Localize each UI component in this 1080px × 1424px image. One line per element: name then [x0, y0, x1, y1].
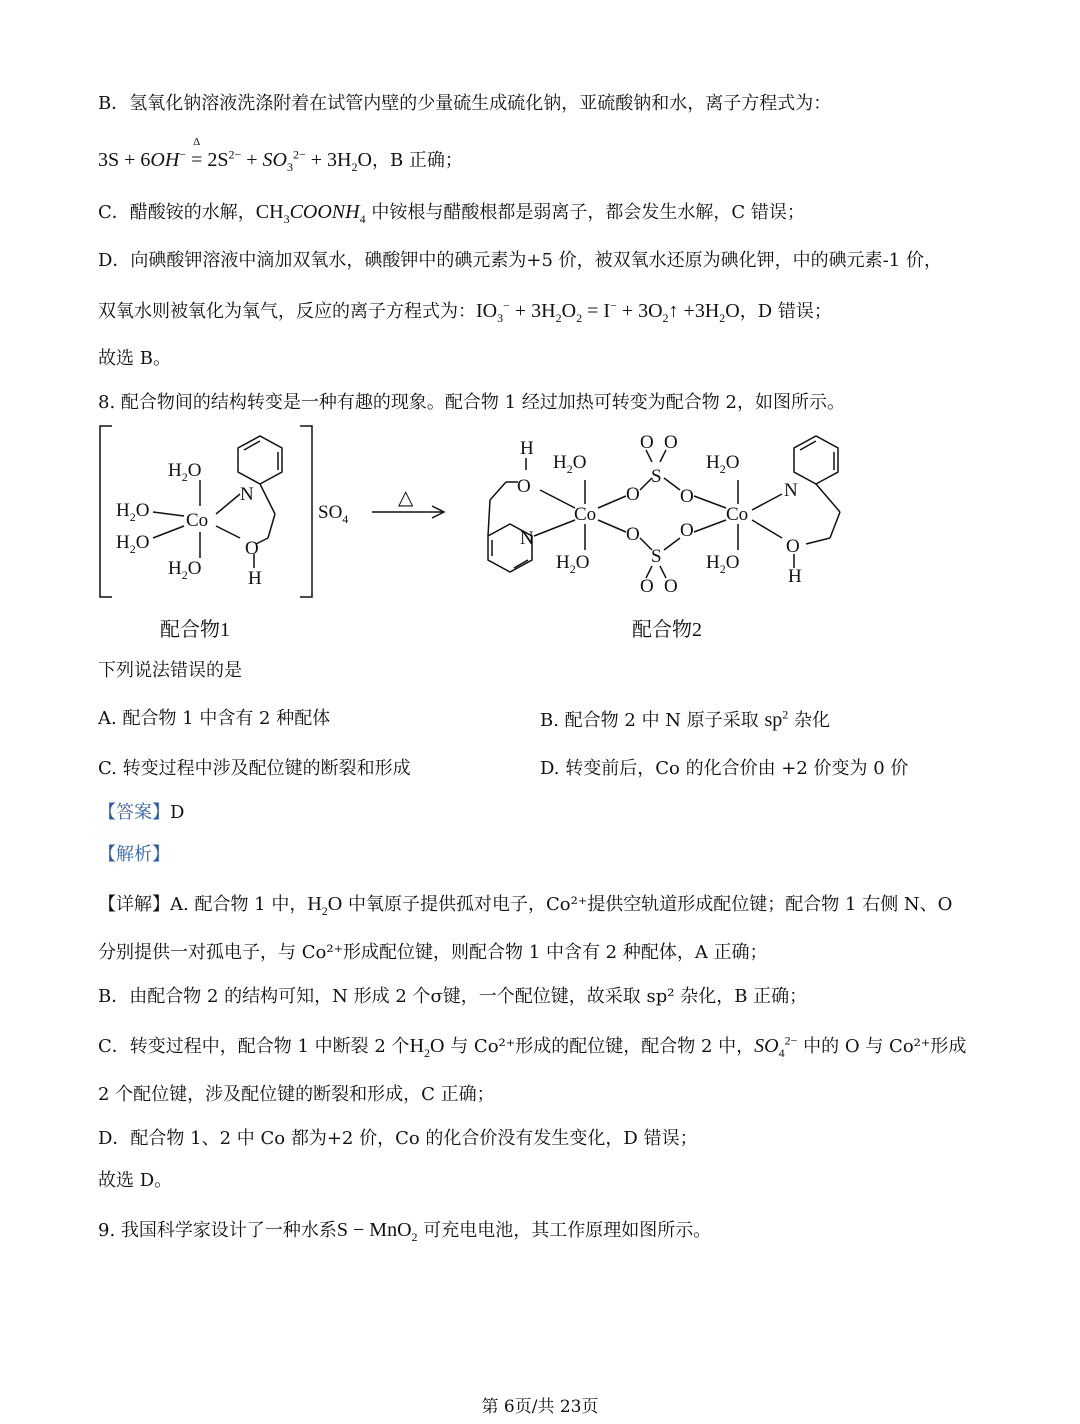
svg-text:N: N: [784, 480, 798, 501]
detail-c-line1: [98, 1034, 966, 1058]
option-d-explanation-2: [98, 299, 832, 323]
option-c-verdict: 中铵根与醋酸根都是弱离子，都会发生水解，C 错误；: [371, 202, 805, 223]
svg-text:H2O: $H_2O$: [706, 452, 740, 476]
svg-text:H2O: $H_2O$: [553, 452, 587, 476]
svg-text:Co: Co: [726, 504, 749, 525]
svg-text:H2O: $H_2O$: [168, 460, 202, 484]
svg-text:Co: Co: [574, 504, 597, 525]
svg-text:S: S: [651, 466, 662, 487]
ammonium-acetate-formula: $CH_3COONH_4$: [255, 201, 366, 226]
svg-text:H2O: $H_2O$: [116, 500, 150, 524]
option-c-explanation: [98, 200, 805, 224]
svg-text:Co: Co: [186, 510, 209, 531]
svg-text:O: O: [245, 538, 259, 559]
sp2-formula: $sp^2$: [764, 707, 789, 731]
svg-text:O: O: [640, 576, 654, 597]
equation-d: $IO_3^- + 3H_2O_2 = I^-$ + $3O_2↑ +3H_2O$: [476, 298, 740, 325]
complex-1-label: 配合物1: [160, 619, 230, 640]
complex-structure-figure: [0, 420, 1080, 640]
option-b-verdict: ，B 正确；: [371, 150, 463, 171]
svg-text:N: N: [520, 528, 534, 549]
option-d-intro: 双氧水则被氧化为氧气，反应的离子方程式为：: [98, 301, 476, 322]
svg-text:O: O: [664, 432, 678, 453]
detail-a-line1: [98, 892, 952, 916]
svg-text:S: S: [651, 546, 662, 567]
answer-tag: 【答案】: [98, 802, 170, 823]
svg-text:O: O: [786, 536, 800, 557]
svg-text:H: H: [788, 566, 802, 587]
svg-text:O: O: [517, 476, 531, 497]
question-8: 8. 配合物间的结构转变是一种有趣的现象。配合物 1 经过加热可转变为配合物 2，如图所示。: [98, 392, 845, 413]
svg-text:O: O: [626, 484, 640, 505]
detail-a-line2: 分别提供一对孤电子，与 Co²⁺形成配位键，则配合物 1 中含有 2 种配体，A 正确；: [98, 942, 768, 963]
svg-text:H: H: [248, 568, 262, 589]
question-8-prompt: 下列说法错误的是: [98, 660, 242, 681]
analysis-tag: 【解析】: [98, 844, 170, 865]
svg-text:H2O: $H_2O$: [116, 532, 150, 556]
option-d-explanation-1: D．向碘酸钾溶液中滴加双氧水，碘酸钾中的碘元素为+5 价，被双氧水还原为碘化钾，中的碘元素-1 价，: [98, 250, 942, 271]
option-d-verdict: ，D 错误；: [739, 301, 832, 322]
water-formula-2: $H_2O$: [409, 1035, 445, 1060]
option-b-text: B. 配合物 2 中 N 原子采取: [540, 710, 759, 731]
choose-b: 故选 B。: [98, 348, 171, 369]
svg-text:O: O: [680, 486, 694, 507]
question-9: [98, 1218, 711, 1242]
complex-2-label: 配合物2: [632, 619, 702, 640]
option-d: D. 转变前后，Co 的化合价由 +2 价变为 0 价: [540, 758, 909, 779]
question-9-intro: 9. 我国科学家设计了一种水系: [98, 1220, 337, 1241]
svg-text:H2O: $H_2O$: [168, 558, 202, 582]
detail-c-suffix: 中的 O 与 Co²⁺形成: [803, 1036, 967, 1057]
option-b-explanation: B．氢氧化钠溶液洗涤附着在试管内壁的少量硫生成硫化钠，亚硫酸钠和水，离子方程式为：: [98, 93, 832, 114]
svg-text:H2O: $H_2O$: [556, 552, 590, 576]
svg-text:O: O: [626, 524, 640, 545]
counter-ion: $SO_4$: [318, 502, 349, 526]
svg-text:O: O: [640, 432, 654, 453]
page-footer: 第 6页/共 23页: [481, 1397, 599, 1417]
detail-c-line2: 2 个配位键，涉及配位键的断裂和形成，C 正确；: [98, 1084, 495, 1105]
answer-value: D: [170, 802, 185, 823]
svg-text:H: H: [520, 438, 534, 459]
option-c-intro: C．醋酸铵的水解，: [98, 202, 256, 223]
choose-d: 故选 D。: [98, 1170, 173, 1191]
detail-c-intro: C．转变过程中，配合物 1 中断裂 2 个: [98, 1036, 410, 1057]
question-9-text: 可充电电池，其工作原理如图所示。: [423, 1220, 712, 1241]
svg-text:N: N: [240, 484, 254, 505]
equation-b: 3S + 6OH− = Δ $2S^{2-} + SO_3^{2-} + 3H_2O$，B 正确；: [98, 136, 463, 174]
option-b-suffix: 杂化: [794, 710, 831, 731]
sulfate-formula: $SO_4^{2-}$: [754, 1033, 798, 1060]
answer-line: [98, 802, 184, 824]
svg-text:O: O: [680, 520, 694, 541]
option-b: [540, 708, 830, 732]
detail-d: D．配合物 1、2 中 Co 都为+2 价，Co 的化合价没有发生变化，D 错误；: [98, 1128, 698, 1149]
detail-c-text: 与 Co²⁺形成的配位键，配合物 2 中，: [450, 1036, 755, 1057]
option-c: C. 转变过程中涉及配位键的断裂和形成: [98, 758, 411, 779]
battery-formula: S − MnO$_2$: [336, 1219, 418, 1244]
heat-symbol: △: [398, 487, 414, 509]
svg-text:H2O: $H_2O$: [706, 552, 740, 576]
svg-text:O: O: [664, 576, 678, 597]
detail-a-intro: 【详解】A. 配合物 1 中，: [98, 894, 308, 915]
water-formula: $H_2O$: [307, 893, 343, 918]
detail-b: B．由配合物 2 的结构可知，N 形成 2 个σ键，一个配位键，故采取 sp² 杂化，B 正确；: [98, 986, 808, 1007]
option-a: A. 配合物 1 中含有 2 种配体: [98, 708, 331, 729]
detail-a-text: 中氧原子提供孤对电子，Co²⁺提供空轨道形成配位键；配合物 1 右侧 N、O: [347, 894, 953, 915]
